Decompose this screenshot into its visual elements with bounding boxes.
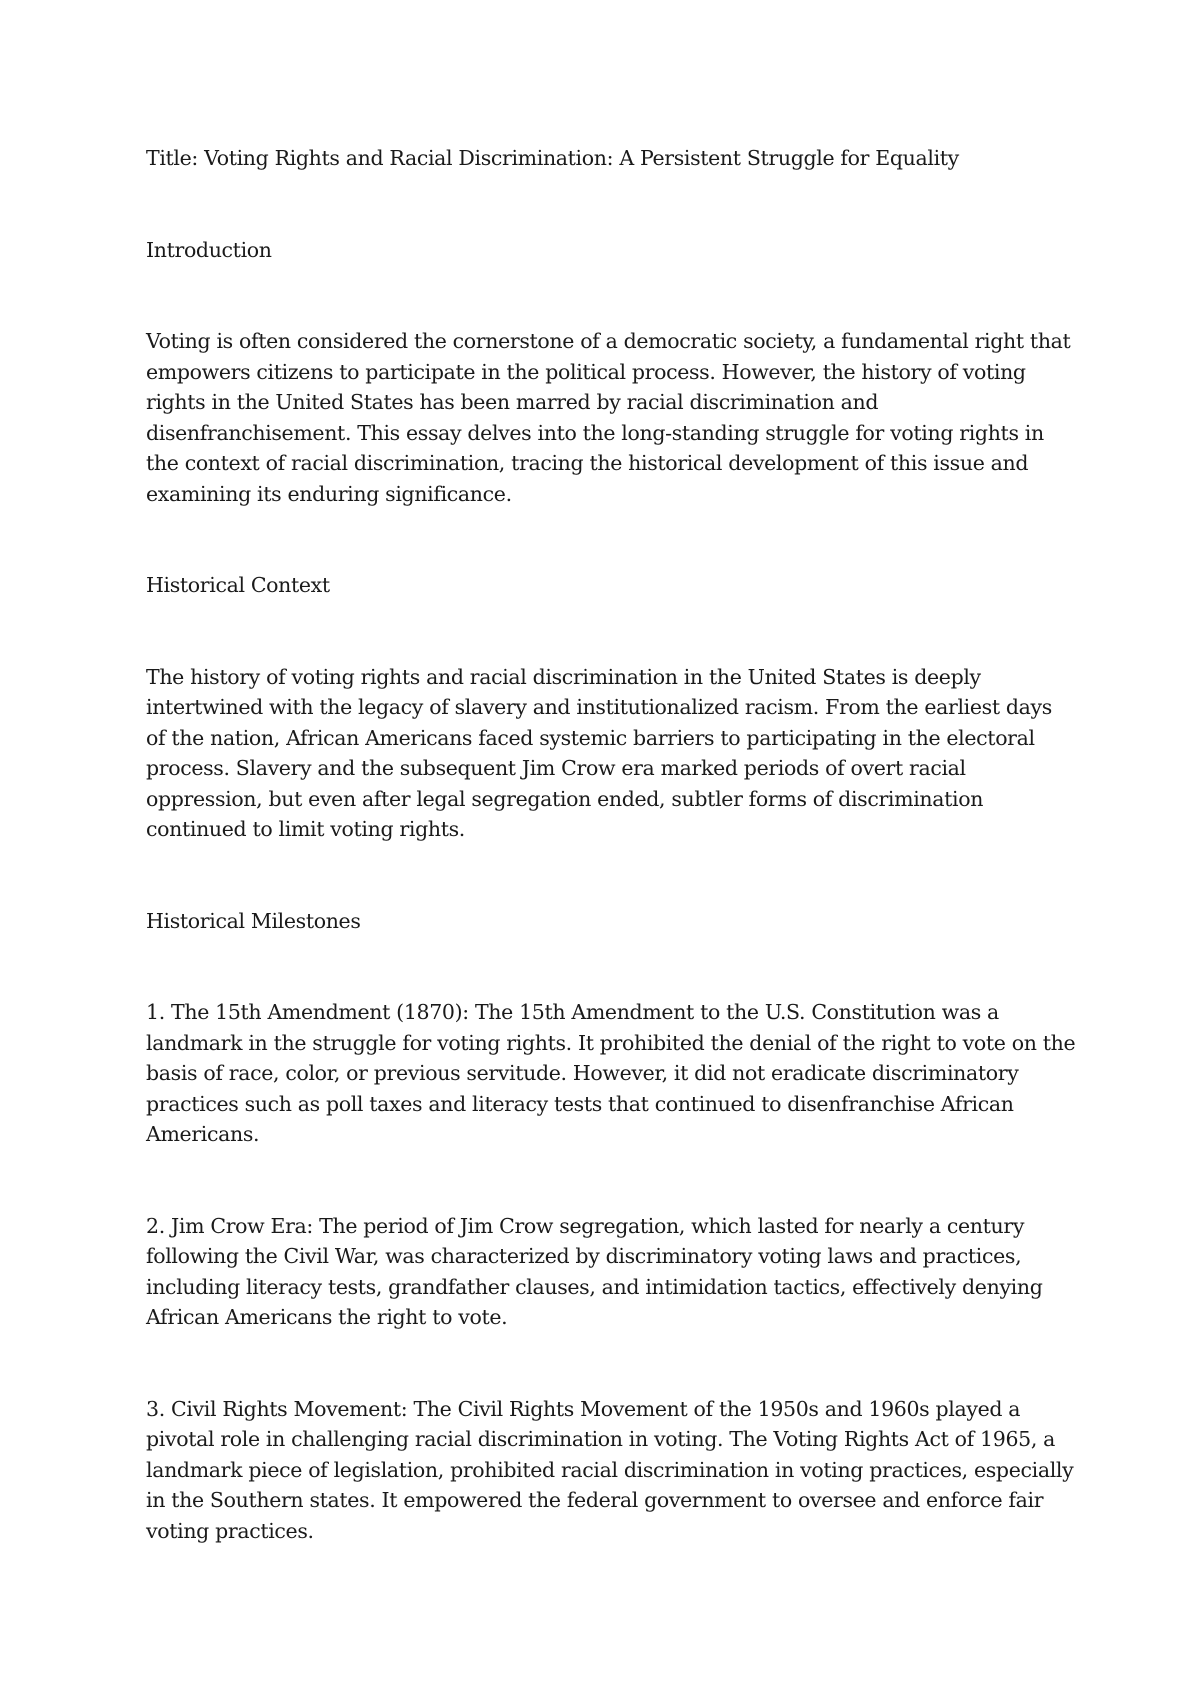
milestone-jim-crow-era: 2. Jim Crow Era: The period of Jim Crow segregation, which lasted for nearly a century following the Civil War, was characterized by discriminatory voting laws and practices, including literacy tests, grandfather clauses, and intimidation tactics, effectively denying African Americans the right to vote. [146,1213,1049,1329]
historical-context-paragraph: The history of voting rights and racial discrimination in the United States is deeply intertwined with the legacy of slavery and institutionalized racism. From the earliest days of the nation, African Americans faced systemic barriers to participating in the electoral process. Slavery and the subsequent Jim Crow era marked periods of overt racial oppression, but even after legal segregation ended, subtler forms of discrimination continued to limit voting rights. [146,664,1059,841]
section-heading-historical-milestones: Historical Milestones [146,908,361,933]
introduction-paragraph: Voting is often considered the cornerstone of a democratic society, a fundamental right that empowers citizens to participate in the political process. However, the history of voting rights in the United States has been marred by racial discrimination and disenfranchisement. This essay delves into the long-standing struggle for voting rights in the context of racial discrimination, tracing the historical development of this issue and examining its enduring significance. [146,329,1077,506]
section-heading-historical-context: Historical Context [146,573,330,597]
section-heading-introduction: Introduction [146,237,272,262]
milestone-15th-amendment: 1. The 15th Amendment (1870): The 15th Amendment to the U.S. Constitution was a landmark in the struggle for voting rights. It prohibited the denial of the right to vote on the basis of race, color, or previous servitude. However, it did not eradicate discriminatory practices such as poll taxes and literacy tests that continued to disenfranchise African Americans. [146,1000,1082,1146]
milestone-civil-rights-movement: 3. Civil Rights Movement: The Civil Rights Movement of the 1950s and 1960s played a pivotal role in challenging racial discrimination in voting. The Voting Rights Act of 1965, a landmark piece of legislation, prohibited racial discrimination in voting practices, especially in the Southern states. It empowered the federal government to oversee and enforce fair voting practices. [146,1396,1080,1543]
document-title: Title: Voting Rights and Racial Discrimination: A Persistent Struggle for Equality [146,146,959,170]
document-body [146,143,1082,1607]
